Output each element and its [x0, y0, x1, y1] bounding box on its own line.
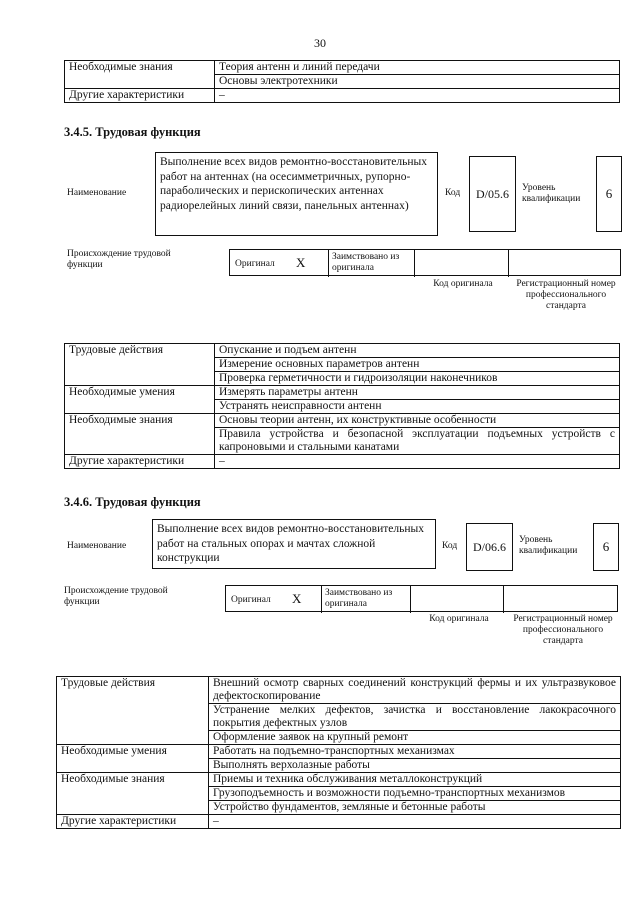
section-title: 3.4.6. Трудовая функция — [64, 495, 201, 509]
row-label: Необходимые умения — [65, 386, 215, 414]
original-mark: X — [292, 591, 302, 606]
name-label: Наименование — [67, 188, 127, 198]
function-name: Выполнение всех видов ремонтно-восстановительных работ на стальных опорах и мачтах сложной конструкции — [152, 519, 436, 569]
qualification-level: 6 — [593, 523, 619, 571]
row-item: – — [215, 89, 620, 103]
row-item: Приемы и техника обслуживания металлоконструкций — [209, 773, 621, 787]
qualification-level: 6 — [596, 156, 622, 232]
row-item: Работать на подъемно-транспортных механизмах — [209, 745, 621, 759]
row-item: Устранение мелких дефектов, зачистка и восстановление лакокрасочного покрытия дефектных узлов — [209, 704, 621, 731]
function-code: D/06.6 — [466, 523, 513, 571]
code-label: Код — [445, 188, 461, 198]
row-item: Устройство фундаментов, земляные и бетонные работы — [209, 801, 621, 815]
row-label: Другие характеристики — [57, 815, 209, 829]
row-item: Измерение основных параметров антенн — [215, 358, 620, 372]
row-item: Основы электротехники — [215, 75, 620, 89]
level-label: Уровень квалификации — [522, 183, 581, 204]
reg-number-label: Регистрационный номер профессионального стандарта — [516, 279, 616, 311]
row-label: Другие характеристики — [65, 89, 215, 103]
level-label: Уровень квалификации — [519, 535, 578, 556]
origin-code-label: Код оригинала — [429, 614, 489, 624]
original-label: Оригинал — [231, 595, 271, 605]
row-item: Теория антенн и линий передачи — [215, 61, 620, 75]
page-number: 30 — [314, 36, 326, 50]
row-label: Трудовые действия — [57, 677, 209, 745]
row-item: Устранять неисправности антенн — [215, 400, 620, 414]
row-item: Грузоподъемность и возможности подъемно-транспортных механизмов — [209, 787, 621, 801]
row-label: Необходимые умения — [57, 745, 209, 773]
row-item: Измерять параметры антенн — [215, 386, 620, 400]
row-label: Необходимые знания — [57, 773, 209, 815]
origin-label: Происхождение трудовой функции — [67, 249, 171, 270]
row-item: Опускание и подъем антенн — [215, 344, 620, 358]
borrowed-label: Заимствовано из оригинала — [325, 588, 393, 609]
row-item: Правила устройства и безопасной эксплуатации подъемных устройств с капроновыми и стальными канатами — [215, 428, 620, 455]
row-label: Необходимые знания — [65, 61, 215, 89]
name-label: Наименование — [67, 541, 127, 551]
row-label: Другие характеристики — [65, 455, 215, 469]
row-item: Оформление заявок на крупный ремонт — [209, 731, 621, 745]
origin-box — [225, 585, 618, 612]
row-item: Проверка герметичности и гидроизоляции наконечников — [215, 372, 620, 386]
row-label: Необходимые знания — [65, 414, 215, 455]
function-code: D/05.6 — [469, 156, 516, 232]
row-label: Трудовые действия — [65, 344, 215, 386]
section-title: 3.4.5. Трудовая функция — [64, 125, 201, 139]
origin-label: Происхождение трудовой функции — [64, 586, 168, 607]
section-table — [56, 676, 621, 829]
original-label: Оригинал — [235, 259, 275, 269]
origin-code-label: Код оригинала — [433, 279, 493, 289]
original-mark: X — [296, 255, 306, 270]
code-label: Код — [442, 541, 458, 551]
reg-number-label: Регистрационный номер профессионального стандарта — [513, 614, 613, 646]
row-item: Основы теории антенн, их конструктивные особенности — [215, 414, 620, 428]
row-item: – — [215, 455, 620, 469]
borrowed-label: Заимствовано из оригинала — [332, 252, 400, 273]
function-name: Выполнение всех видов ремонтно-восстановительных работ на антеннах (на осесимметричных, рупорно-параболических и перископических антеннах радиорелейных линий связи, панельных антеннах) — [155, 152, 438, 236]
row-item: – — [209, 815, 621, 829]
section-table — [64, 343, 620, 469]
origin-box — [229, 249, 621, 276]
row-item: Внешний осмотр сварных соединений конструкций фермы и их ультразвуковое дефектоскопирование — [209, 677, 621, 704]
top-table — [64, 60, 620, 103]
row-item: Выполнять верхолазные работы — [209, 759, 621, 773]
